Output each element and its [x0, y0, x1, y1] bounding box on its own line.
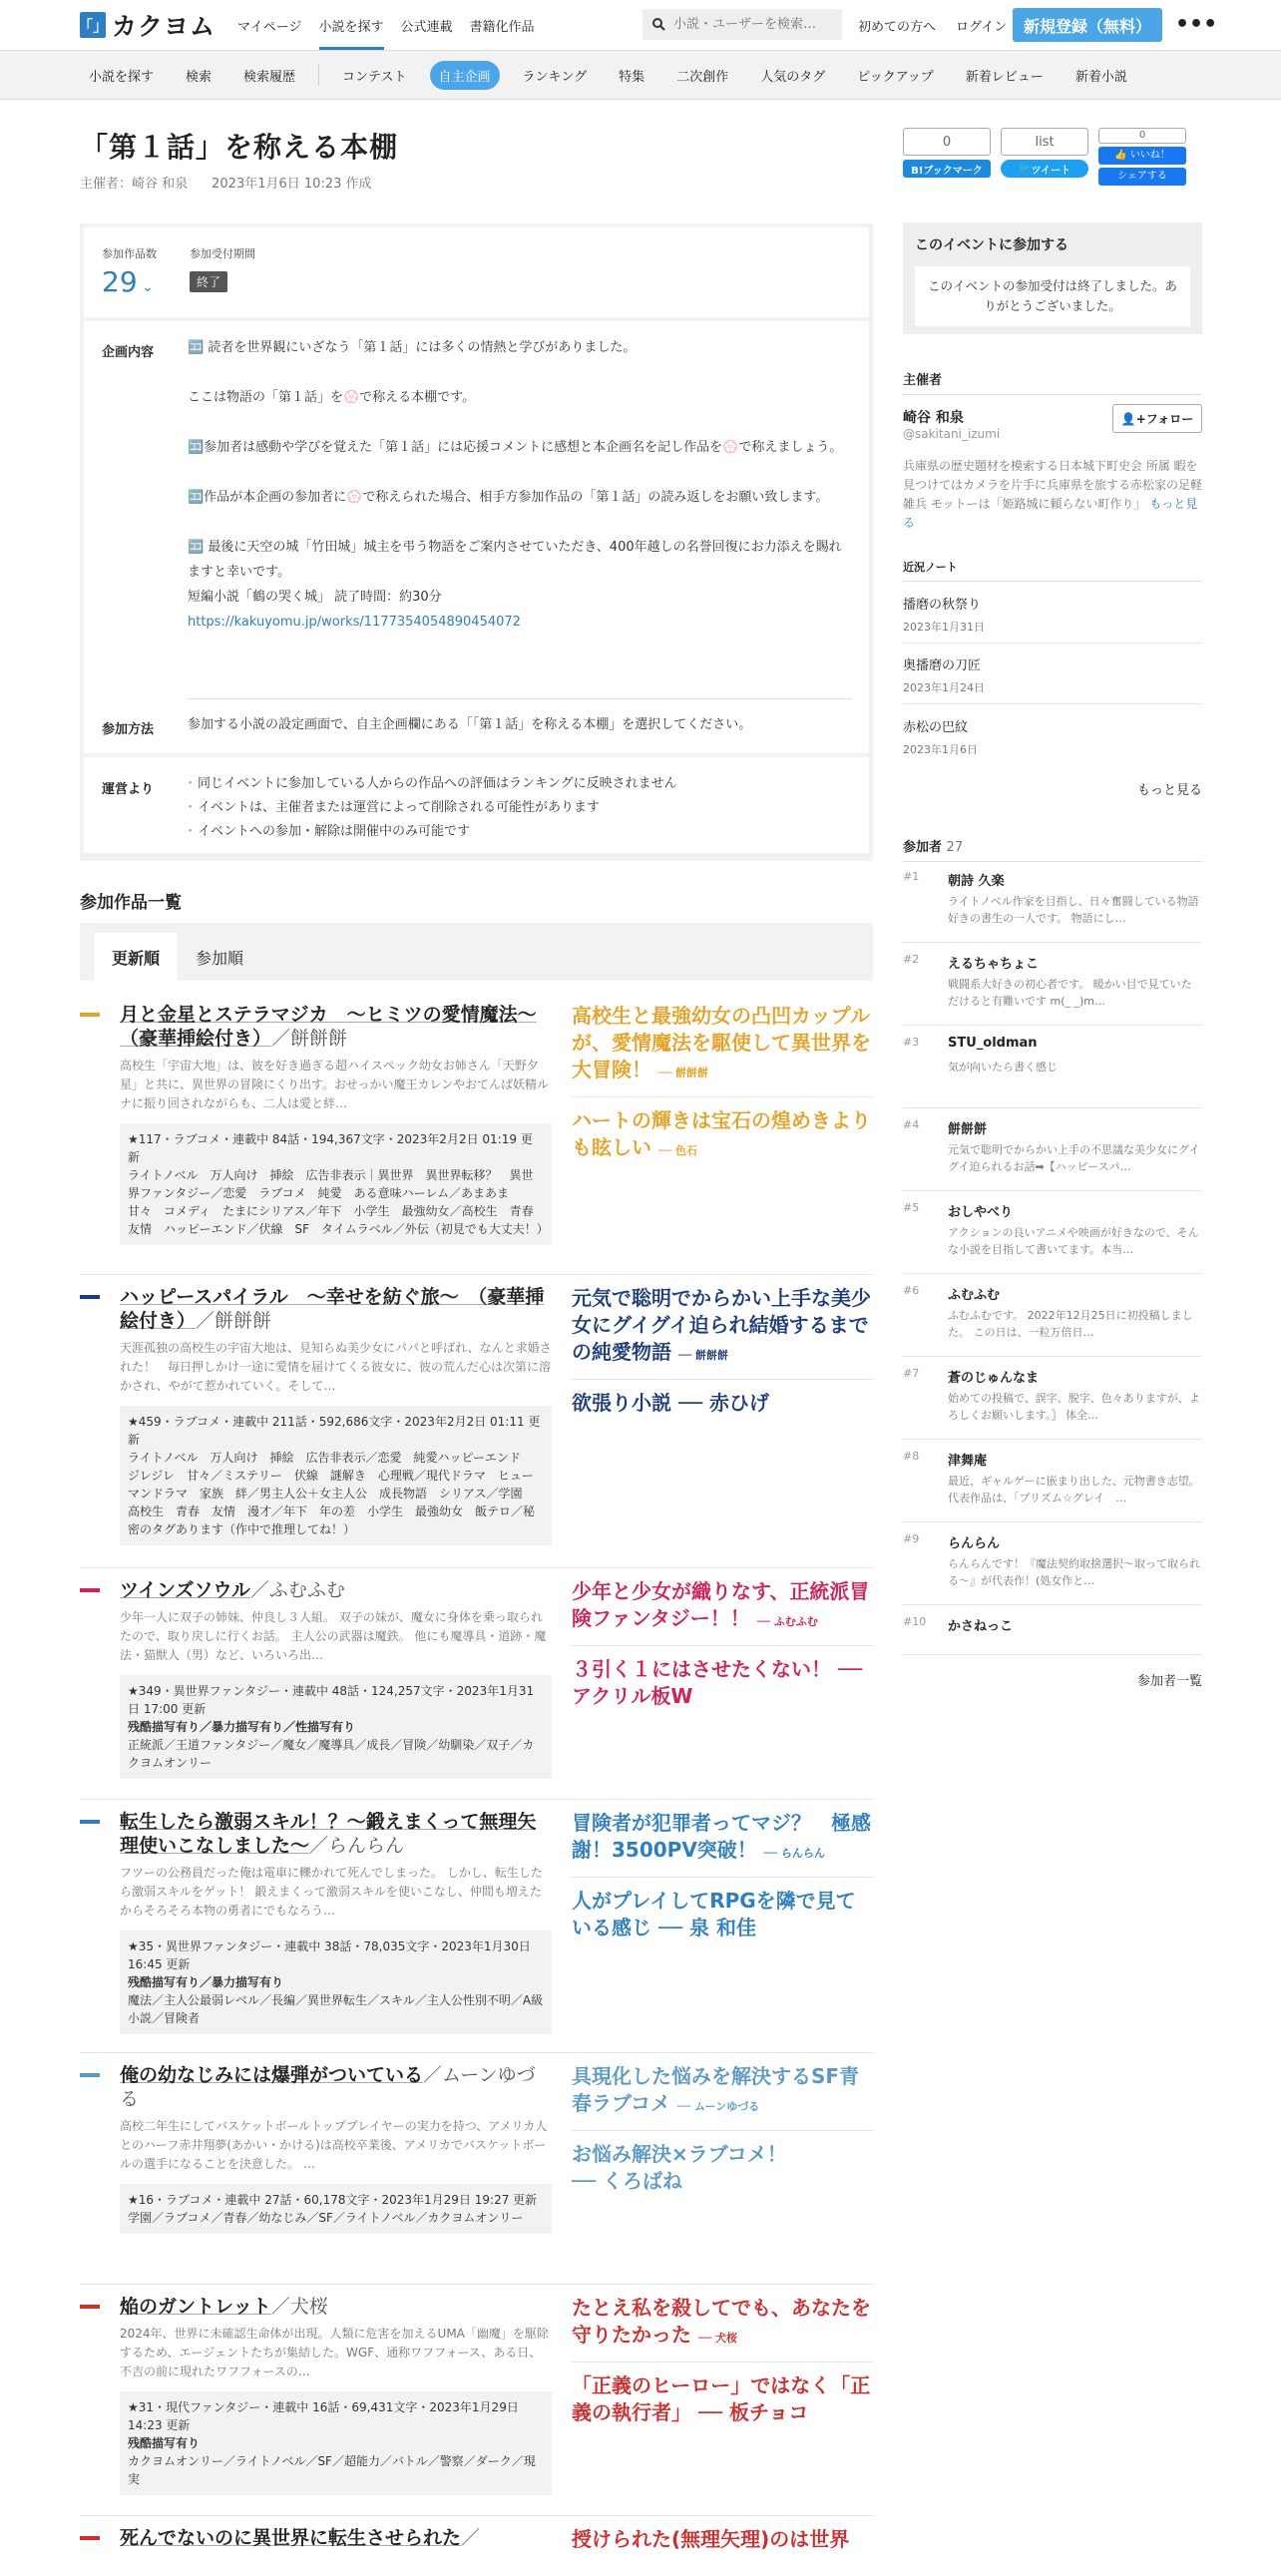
work-meta: ★35・異世界ファンタジー・連載中 38話・78,035文字・2023年1月30日 16:45 更新 残酷描写有り／暴力描写有り 魔法／主人公最弱レベル／長編／異世界転生／スキル／主人公性別不明／A級小説／冒険者 [120, 1931, 552, 2034]
work-title[interactable]: 死んでないのに異世界に転生させられた／ [120, 2527, 481, 2549]
subnav-pickup[interactable]: ピックアップ [857, 69, 934, 85]
subnav-tags[interactable]: 人気のタグ [760, 69, 826, 85]
work-catchphrases [572, 2526, 873, 2553]
tweet-button[interactable]: list 🐦 ツイート [1001, 128, 1088, 190]
logo-text: カクヨム [112, 12, 216, 41]
section-divider [84, 753, 869, 757]
subnav-search[interactable]: 検索 [186, 69, 213, 85]
genre-color-bar [80, 1295, 100, 1299]
join-title: このイベントに参加する [915, 237, 1068, 253]
subnav-contest[interactable]: コンテスト [342, 69, 407, 85]
work-title[interactable]: 月と金星とステラマジカ ～ヒミツの愛情魔法～（豪華挿絵付き）／餅餅餅 [120, 1004, 537, 1050]
status-badge: 終了 [190, 271, 227, 292]
logo-mark: 「」 [80, 12, 106, 38]
genre-color-bar [80, 2073, 100, 2077]
tab-joined[interactable]: 参加順 [196, 948, 244, 968]
member-item[interactable]: #6 ふむふむ ふむふむです。 2022年12月25日に初投稿しました。 この日は、一粒万倍日… [903, 1274, 1202, 1357]
page-title: 「第１話」を称える本棚 [80, 131, 399, 164]
host-id: @sakitani_izumi [903, 427, 1001, 441]
work-intro: フツーの公務員だった俺は電車に轢かれて死んでしまった。 しかし、転生したら激弱スキルをゲット！ 鍛えまくって激弱スキルを使いこなし、仲間も増えたからそろそろ本物の勇者にでもなろう… [120, 1866, 543, 1918]
thumbs-up-icon: 👍 [1114, 150, 1130, 161]
admin-notes: ・ 同じイベントに参加している人からの作品への評価はランキングに反映されません ・ イベントは、主催者または運営によって削除される可能性があります ・ イベントへの参加・解除は開催中のみ可能です [188, 772, 846, 844]
facebook-share-button[interactable]: シェアする [1098, 168, 1186, 186]
work-catchphrases [572, 2063, 873, 2195]
genre-color-bar [80, 1588, 100, 1592]
first-time-link[interactable]: 初めての方へ [858, 19, 937, 35]
follow-button[interactable]: 👤+ フォロー [1112, 404, 1202, 433]
join-message: このイベントの参加受付は終了しました。ありがとうございました。 [915, 266, 1190, 326]
members-label: 参加者 27 [903, 836, 1202, 862]
catchphrase[interactable]: たとえ私を殺してでも、あなたを守りたかった ── 犬桜 [572, 2296, 871, 2347]
join-event-panel [903, 222, 1202, 334]
subnav-user-events[interactable]: 自主企画 [430, 61, 500, 90]
work-title[interactable]: 転生したら激弱スキル！？〜鍛えまくって無理矢理使いこなしました〜／らんらん [120, 1811, 537, 1857]
content-warnings: 残酷描写有り／暴力描写有り [128, 1975, 284, 1989]
member-item[interactable]: #8 津舞庵 最近、ギャルゲーに嵌まり出した、元物書き志望。代表作品は、「プリズム☆グレイ … [903, 1440, 1202, 1522]
catchphrase[interactable]: 高校生と最強幼女の凸凹カップルが、愛情魔法を駆使して異世界を大冒険！ ── 餅餅餅 [572, 1004, 871, 1081]
review-catchphrase[interactable]: お悩み解決×ラブコメ！ ── くろばね [572, 2130, 873, 2195]
sub-nav [0, 50, 1281, 100]
share-buttons [903, 128, 1196, 190]
notes-label: 近況ノート [903, 559, 1202, 582]
work-tags: ライトノベル 万人向け 挿絵 広告非表示｜異世界 異世界転移？ 異世界ファンタジー／恋愛 ラブコメ 純愛 ある意味ハーレム／あまあま 甘々 コメディ たまにシリアス／年下 小学生 最強幼女／高校生 青春 友情 ハッピーエンド／伏線 SF タイムラベル／外伝（初見でも大丈夫！） [128, 1168, 549, 1236]
members-list-link[interactable]: 参加者一覧 [1136, 1674, 1202, 1689]
user-plus-icon: 👤+ [1120, 411, 1146, 426]
member-item[interactable]: #10 かさねっこ [903, 1605, 1202, 1655]
work-intro: 高校二年生にしてバスケットボールトッププレイヤーの実力を持つ、アメリカ人とのハーフ赤井翔夢(あかい・かける)は高校卒業後、アメリカでバスケットボールの選手になることを決意した。 … [120, 2119, 548, 2171]
member-item[interactable]: #2 えるちゃちょこ 戦闘系大好きの初心者です。 暖かい目で見ていただけると有難いです m(_ _)m… [903, 943, 1202, 1026]
genre-color-bar [80, 2305, 100, 2309]
search-box[interactable] [642, 9, 842, 40]
created-date: 2023年1月6日 10:23 作成 [212, 177, 372, 192]
tab-updated[interactable]: 更新順 [94, 933, 178, 981]
logo[interactable] [80, 7, 215, 43]
divider [188, 698, 852, 699]
member-item[interactable]: #9 らんらん らんらんです！『魔法契約取捨選択〜取って取られる〜』が代表作！(処女作と… [903, 1522, 1202, 1605]
work-item [80, 1568, 873, 1800]
work-title[interactable]: 俺の幼なじみには爆弾がついている／ムーンゆづる [120, 2064, 536, 2110]
work-meta: ★459・ラブコメ・連載中 211話・592,686文字・2023年2月2日 01:11 更新 ライトノベル 万人向け 挿絵 広告非表示／恋愛 純愛ハッピーエンド ジレジレ 甘々／ミステリー 伏線 謎解き 心理戦／現代ドラマ ヒューマンドラマ 家族 絆／男主人公＋女主人公 成長物語 シリアス／学園 高校生 青春 友情 漫才／年下 年の差 小学生 最強幼女 飯テロ／秘密のタグあります（作中で推理してね！） [120, 1406, 552, 1545]
nav-official[interactable]: 公式連載 [400, 19, 453, 35]
host-name[interactable]: 崎谷 和泉 [903, 410, 964, 426]
count-value[interactable]: 29 ⌄ [102, 265, 154, 298]
work-item [80, 2285, 873, 2516]
work-catchphrases [572, 2295, 873, 2426]
work-intro: 高校生「宇宙大地」は、彼を好き過ぎる超ハイスペック幼女お姉さん「天野夕星」と共に、異世界の冒険にくり出す。おせっかい魔王カレンやおてんば妖精ルナに振り回されながらも、二人は愛と絆… [120, 1059, 550, 1110]
work-intro: 少年一人に双子の姉妹、仲良し３人組。 双子の妹が、魔女に身体を乗っ取られたので、取り戻しに行くお話。 主人公の武器は魔鉄。 他にも魔導具・道跡・魔法・猫獣人（男）など、いろいろ出… [120, 1610, 547, 1662]
member-item[interactable]: #3 STU_oldman 気が向いたら書く感じ [903, 1026, 1202, 1108]
search-icon [652, 18, 665, 31]
catchphrase[interactable]: 冒険者が犯罪者ってマジ？ 極感謝！3500PV突破！ ── らんらん [572, 1811, 871, 1862]
nav-find-novels[interactable]: 小説を探す [319, 0, 384, 50]
works-section-title: 参加作品一覧 [80, 893, 182, 913]
note-item[interactable]: 播磨の秋祭り 2023年1月31日 [903, 594, 1202, 644]
admin-label: 運営より [102, 782, 155, 797]
work-item [80, 993, 873, 1275]
works-tabs [80, 923, 873, 981]
work-title[interactable]: ツインズソウル／ふむふむ [120, 1579, 345, 1601]
review-catchphrase[interactable]: 欲張り小説 ── 赤ひげ [572, 1379, 873, 1417]
work-catchphrases [572, 1578, 873, 1710]
work-title[interactable]: 焔のガントレット／犬桜 [120, 2296, 328, 2318]
work-intro: 2024年、世界に未確認生命体が出現。人類に危害を加えるUMA「幽魔」を駆除するため、エージェントたちが集結した。WGF、通称ワフフォース、ある日、不吉の前に現れたワフフォースの… [120, 2327, 549, 2378]
work-meta: ★349・異世界ファンタジー・連載中 48話・124,257文字・2023年1月31日 17:00 更新 残酷描写有り／暴力描写有り／性描写有り 正統派／王道ファンタジー／魔女／魔導具／成長／冒険／幼馴染／双子／カクヨムオンリー [120, 1675, 552, 1779]
notes-more-link[interactable]: もっと見る [1136, 783, 1202, 798]
host-more-link[interactable]: もっと見る [903, 497, 1198, 530]
subnav-fanfic[interactable]: 二次創作 [676, 69, 729, 85]
global-header [0, 0, 1281, 50]
subnav-find[interactable]: 小説を探す [89, 69, 155, 85]
content-warnings: 残酷描写有り [128, 2436, 201, 2450]
subnav-new-novels[interactable]: 新着小説 [1074, 69, 1127, 85]
host-label: 主催者 [903, 369, 1202, 395]
work-intro: 天涯孤独の高校生の宇宙大地は、見知らぬ美少女にパパと呼ばれ、なんと求婚された！ 毎日押しかけ一途に愛情を届けてくる彼女に、彼の荒んだ心は次第に溶かされ、やがて惹かれていく。そして… [120, 1341, 552, 1393]
review-catchphrase[interactable]: ハートの輝きは宝石の煌めきよりも眩しい ── 色石 [572, 1096, 873, 1164]
subnav-features[interactable]: 特集 [619, 69, 645, 85]
work-link[interactable]: https://kakuyomu.jp/works/1177354054890454072 [188, 615, 521, 630]
work-tags: 学園／ラブコメ／青春／幼なじみ／SF／ライトノベル／カクヨムオンリー [128, 2211, 524, 2225]
subnav-ranking[interactable]: ランキング [522, 69, 588, 85]
work-catchphrases [572, 1285, 873, 1417]
nav-mypage[interactable]: マイページ [237, 19, 302, 35]
period-label: 参加受付期間 [190, 247, 255, 260]
facebook-like-button[interactable]: 0 👍 いいね！ シェアする [1098, 128, 1186, 190]
work-meta: ★31・現代ファンタジー・連載中 16話・69,431文字・2023年1月29日 14:23 更新 残酷描写有り カクヨムオンリー／ライトノベル／SF／超能力／バトル／警察／ダーク／現実 [120, 2391, 552, 2495]
method-text: 参加する小説の設定画面で、自主企画欄にある「「第１話」を称える本棚」を選択してください。 [188, 717, 752, 732]
work-item [80, 1275, 873, 1568]
event-meta [80, 173, 396, 192]
genre-color-bar [80, 2536, 100, 2540]
work-meta: ★117・ラブコメ・連載中 84話・194,367文字・2023年2月2日 01:19 更新 ライトノベル 万人向け 挿絵 広告非表示｜異世界 異世界転移？ 異世界ファンタジー／恋愛 ラブコメ 純愛 ある意味ハーレム／あまあま 甘々 コメディ たまにシリアス／年下 小学生 最強幼女／高校生 青春 友情 ハッピーエンド／伏線 SF タイムラベル／外伝（初見でも大丈夫！） [120, 1123, 552, 1245]
hatena-bookmark-button[interactable]: 0 B!ブックマーク [903, 128, 991, 190]
work-meta: ★16・ラブコメ・連載中 27話・60,178文字・2023年1月29日 19:27 更新 学園／ラブコメ／青春／幼なじみ／SF／ライトノベル／カクヨムオンリー [120, 2184, 552, 2234]
content-text: 🈁 読者を世界観にいざなう「第１話」には多くの情熱と学びがありました。 ここは物語の「第１話」を💮で称える本棚です。 🈁参加者は感動や学びを覚えた「第１話」には応援コメントに感想と本企画名を記し作品を💮で称えましょう。 🈁作品が本企画の参加者に💮で称えられた場合、相手方参加作品の「第１話」の読み返しをお願い致します。 🈁 最後に天空の城「竹田城」城主を弔う物語をご案内させていただき、400年越しの名誉回復にお力添えを賜れますと幸いです。 短編小説「鶴の哭く城」 読了時間：約30分 https://kakuyomu.jp/works/1177354054890454072 [188, 335, 846, 635]
header-right [858, 0, 1027, 50]
review-catchphrase[interactable]: 人がプレイしてRPGを隣で見ている感じ ── 泉 和佳 [572, 1877, 873, 1941]
work-item [80, 1800, 873, 2053]
catchphrase[interactable]: 少年と少女が織りなす、正統派冒険ファンタジー！！ ── ふむふむ [572, 1579, 870, 1630]
subnav-divider [318, 64, 319, 86]
member-item[interactable]: #5 おしやべり アクションの良いアニメや映画が好きなので、そんな小説を目指して書いてます。本当… [903, 1191, 1202, 1274]
search-input[interactable] [673, 17, 833, 32]
review-catchphrase[interactable]: 「正義のヒーロー」ではなく「正義の執行者」 ── 板チョコ [572, 2361, 873, 2426]
member-item[interactable]: #4 餅餅餅 元気で聡明でからかい上手の不思議な美少女にグイグイ迫られるお話➡【ハッピースパ… [903, 1108, 1202, 1191]
work-catchphrases [572, 1810, 873, 1941]
event-info-box [80, 223, 873, 861]
event-stats [84, 227, 869, 317]
review-catchphrase[interactable]: ３引く１にはさせたくない！ ── アクリル板W [572, 1645, 873, 1710]
note-item[interactable]: 赤松の巴紋 2023年1月6日 [903, 720, 978, 756]
bird-icon: 🐦 [1019, 163, 1032, 175]
member-item[interactable]: #1 朝詩 久楽 ライトノベル作家を目指し、日々奮闘している物語好きの書生の一人です。 物語にし… [903, 860, 1202, 943]
content-label: 企画内容 [102, 345, 155, 360]
catchphrase[interactable]: 具現化した悩みを解決するSF青春ラブコメ ── ムーンゆづる [572, 2064, 860, 2115]
genre-color-bar [80, 1013, 100, 1017]
event-description [84, 321, 869, 853]
work-item [80, 2516, 873, 2576]
catchphrase[interactable]: 元気で聡明でからかい上手な美少女にグイグイ迫られ結婚するまでの純愛物語 ── 餅餅餅 [572, 1286, 871, 1364]
subnav-new-reviews[interactable]: 新着レビュー [965, 69, 1044, 85]
more-menu-icon[interactable]: ••• [1175, 12, 1218, 37]
work-item [80, 2053, 873, 2285]
subnav-history[interactable]: 検索履歴 [243, 69, 296, 85]
work-tags: カクヨムオンリー／ライトノベル／SF／超能力／バトル／警察／ダーク／現実 [128, 2454, 536, 2486]
work-catchphrases [572, 1003, 873, 1164]
work-tags: 魔法／主人公最弱レベル／長編／異世界転生／スキル／主人公性別不明／A級小説／冒険者 [128, 1993, 544, 2025]
nav-books[interactable]: 書籍化作品 [469, 19, 535, 35]
content-warnings: 残酷描写有り／暴力描写有り／性描写有り [128, 1720, 356, 1734]
work-title[interactable]: ハッピースパイラル ～幸せを紡ぐ旅～ （豪華挿絵付き）／餅餅餅 [120, 1286, 545, 1332]
header-nav [237, 0, 552, 50]
works-list [80, 993, 873, 2576]
note-item[interactable]: 奥播磨の刀匠 2023年1月24日 [903, 654, 1202, 704]
member-item[interactable]: #7 蒼のじゅんなま 始めての投稿で、誤字、脱字、色々ありますが、よろしくお願いします。〗 体全… [903, 1357, 1202, 1440]
genre-color-bar [80, 1820, 100, 1824]
organizer[interactable]: 主催者：崎谷 和泉 [80, 177, 189, 192]
work-tags: ライトノベル 万人向け 挿絵 広告非表示／恋愛 純愛ハッピーエンド ジレジレ 甘々／ミステリー 伏線 謎解き 心理戦／現代ドラマ ヒューマンドラマ 家族 絆／男主人公＋女主人公 成長物語 シリアス／学園 高校生 青春 友情 漫才／年下 年の差 小学生 最強幼女 飯テロ／秘密のタグあります（作中で推理してね！） [128, 1451, 536, 1536]
count-label: 参加作品数 [102, 247, 157, 260]
work-tags: 正統派／王道ファンタジー／魔女／魔導具／成長／冒険／幼馴染／双子／カクヨムオンリー [128, 1738, 535, 1770]
host-description: 兵庫県の歴史題材を模索する日本城下町史会 所属 暇を見つけてはカメラを片手に兵庫県を旅する赤松家の足軽雑兵 モットーは「姫路城に頼らない町作り」 もっと見る [903, 459, 1203, 530]
method-label: 参加方法 [102, 722, 155, 737]
chevron-down-icon: ⌄ [137, 279, 154, 295]
catchphrase[interactable]: 授けられた(無理矢理)のは世界 [572, 2527, 850, 2551]
login-link[interactable]: ログイン [956, 19, 1008, 35]
register-button[interactable]: 新規登録（無料） [1013, 8, 1162, 42]
